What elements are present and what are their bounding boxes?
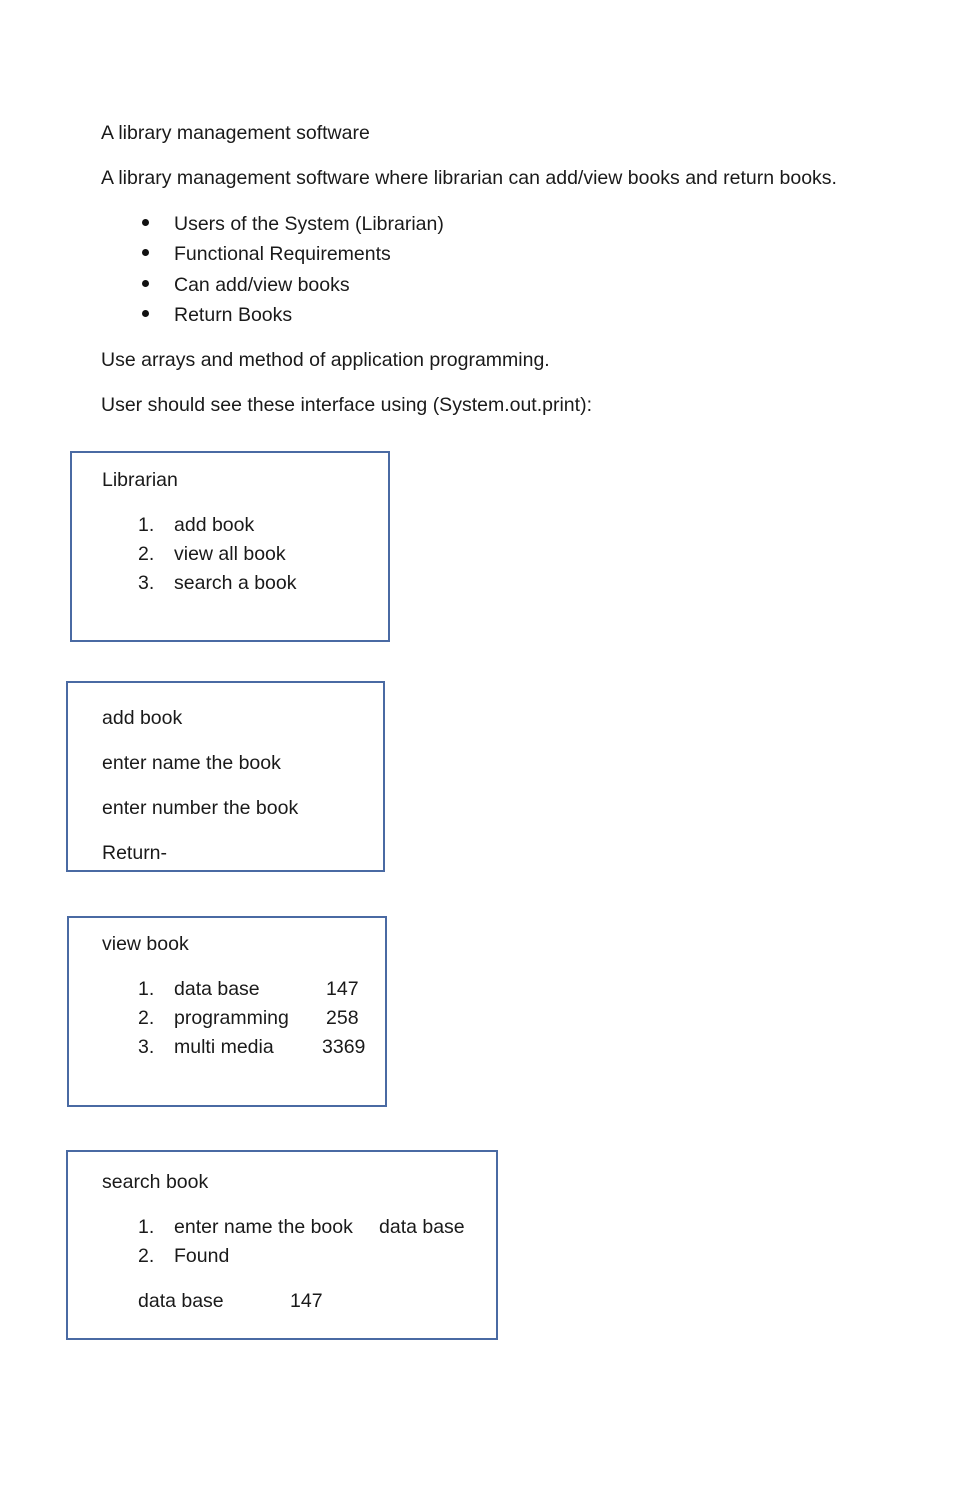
list-number: 1. [138,978,155,1000]
search-query-value: data base [379,1216,465,1238]
menu-item-search-book: search a book [174,572,297,594]
document-title: A library management software [101,122,370,144]
document-description: A library management software where librarian can add/view books and return books. [101,167,837,189]
add-book-heading: add book [102,707,183,729]
add-book-line: enter name the book [102,752,281,774]
list-number: 3. [138,1036,155,1058]
book-number: 3369 [322,1036,366,1058]
book-number: 147 [326,978,359,1000]
search-step: Found [174,1245,230,1267]
book-name: multi media [174,1036,274,1058]
bullet-icon [142,219,149,226]
bullet-icon [142,280,149,287]
bullet-icon [142,310,149,317]
list-item: Users of the System (Librarian) [174,213,444,235]
menu-item-add-book: add book [174,514,255,536]
view-book-box [67,916,387,1107]
librarian-menu-box [70,451,390,642]
add-book-line: enter number the book [102,797,299,819]
search-book-heading: search book [102,1171,209,1193]
view-book-heading: view book [102,933,189,955]
book-number: 258 [326,1007,359,1029]
instruction-text: Use arrays and method of application programming. [101,349,550,371]
add-book-box [66,681,385,872]
add-book-line: Return- [102,842,168,864]
menu-item-view-all-book: view all book [174,543,286,565]
librarian-heading: Librarian [102,469,178,491]
list-number: 2. [138,1245,155,1267]
menu-number: 3. [138,572,155,594]
list-item: Can add/view books [174,274,350,296]
book-name: data base [174,978,260,1000]
search-step: enter name the book [174,1216,353,1238]
search-result-name: data base [138,1290,224,1312]
bullet-icon [142,249,149,256]
search-book-box [66,1150,498,1340]
list-item: Return Books [174,304,293,326]
book-name: programming [174,1007,289,1029]
search-result-number: 147 [290,1290,323,1312]
list-item: Functional Requirements [174,243,391,265]
list-number: 2. [138,1007,155,1029]
menu-number: 2. [138,543,155,565]
interface-note: User should see these interface using (System.out.print): [101,394,592,416]
menu-number: 1. [138,514,155,536]
list-number: 1. [138,1216,155,1238]
